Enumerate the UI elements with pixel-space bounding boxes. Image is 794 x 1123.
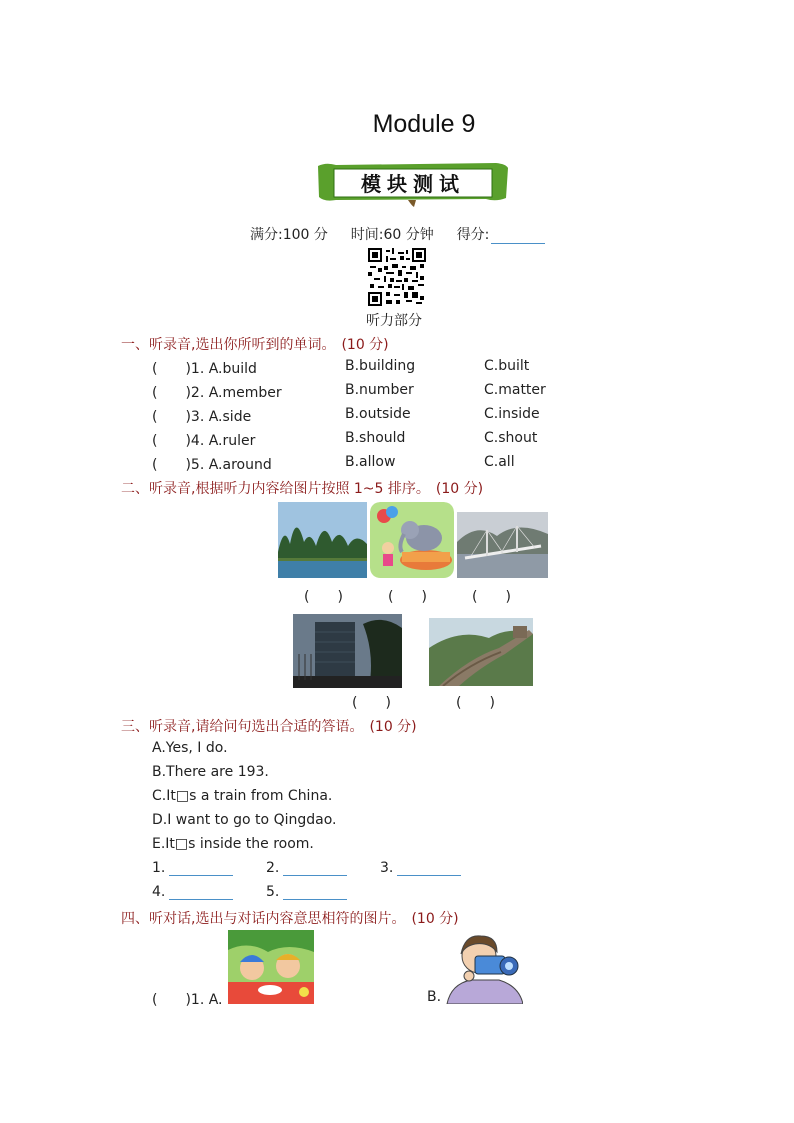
s2-paren-1[interactable]: ( )	[304, 589, 343, 605]
module-test-banner	[316, 160, 510, 208]
s3-option-b: B.There are 193.	[152, 764, 269, 780]
s2-paren-4[interactable]: ( )	[352, 695, 391, 711]
s4-q1-label[interactable]: ( )1. A.	[152, 992, 223, 1008]
section1-heading: 一、听录音,选出你所听到的单词。 (10 分)	[121, 337, 389, 353]
s1-q3-b[interactable]: B.outside	[345, 406, 411, 422]
full-score: 满分:100 分	[250, 227, 328, 243]
s1-q5-c[interactable]: C.all	[484, 454, 515, 470]
s1-q1-a[interactable]: ( )1. A.build	[152, 361, 257, 377]
karst-landscape-picture	[278, 502, 367, 578]
un-building-picture	[293, 614, 402, 688]
s2-paren-2[interactable]: ( )	[388, 589, 427, 605]
s3-answer-4[interactable]: 4.	[152, 884, 233, 900]
score-blank[interactable]	[491, 229, 545, 244]
s3-option-d: D.I want to go to Qingdao.	[152, 812, 337, 828]
s1-q4-a[interactable]: ( )4. A.ruler	[152, 433, 256, 449]
great-wall-picture	[429, 618, 533, 686]
s3-option-a: A.Yes, I do.	[152, 740, 228, 756]
listening-part-label: 听力部分	[366, 313, 422, 329]
qr-code[interactable]	[368, 248, 426, 306]
picnic-picture	[228, 930, 314, 1004]
s3-answer-3[interactable]: 3.	[380, 860, 461, 876]
s3-option-c: C.It□s a train from China.	[152, 788, 333, 804]
s1-q5-a[interactable]: ( )5. A.around	[152, 457, 272, 473]
s3-answer-5[interactable]: 5.	[266, 884, 347, 900]
camera-person-picture	[441, 930, 523, 1004]
banner-text: 模块测试	[361, 172, 465, 196]
s1-q4-c[interactable]: C.shout	[484, 430, 538, 446]
s1-q4-b[interactable]: B.should	[345, 430, 406, 446]
s3-answer-1[interactable]: 1.	[152, 860, 233, 876]
s2-paren-5[interactable]: ( )	[456, 695, 495, 711]
section2-heading: 二、听录音,根据听力内容给图片按照 1~5 排序。 (10 分)	[121, 481, 484, 497]
s3-answer-2[interactable]: 2.	[266, 860, 347, 876]
s1-q2-c[interactable]: C.matter	[484, 382, 546, 398]
section4-heading: 四、听对话,选出与对话内容意思相符的图片。 (10 分)	[121, 911, 459, 927]
s4-option-b-label[interactable]: B.	[427, 989, 442, 1005]
bridge-picture	[457, 512, 548, 578]
time-limit: 时间:60 分钟	[350, 227, 434, 243]
s1-q5-b[interactable]: B.allow	[345, 454, 396, 470]
page-title: Module 9	[372, 110, 476, 138]
s2-paren-3[interactable]: ( )	[472, 589, 511, 605]
s1-q1-c[interactable]: C.built	[484, 358, 530, 374]
s3-option-e: E.It□s inside the room.	[152, 836, 314, 852]
s1-q3-c[interactable]: C.inside	[484, 406, 540, 422]
zoo-elephant-picture	[370, 502, 454, 578]
section3-heading: 三、听录音,请给问句选出合适的答语。 (10 分)	[121, 719, 417, 735]
s1-q3-a[interactable]: ( )3. A.side	[152, 409, 252, 425]
score-line	[250, 224, 545, 244]
score-label: 得分:	[456, 227, 490, 243]
s1-q2-b[interactable]: B.number	[345, 382, 414, 398]
s1-q1-b[interactable]: B.building	[345, 358, 416, 374]
s1-q2-a[interactable]: ( )2. A.member	[152, 385, 282, 401]
